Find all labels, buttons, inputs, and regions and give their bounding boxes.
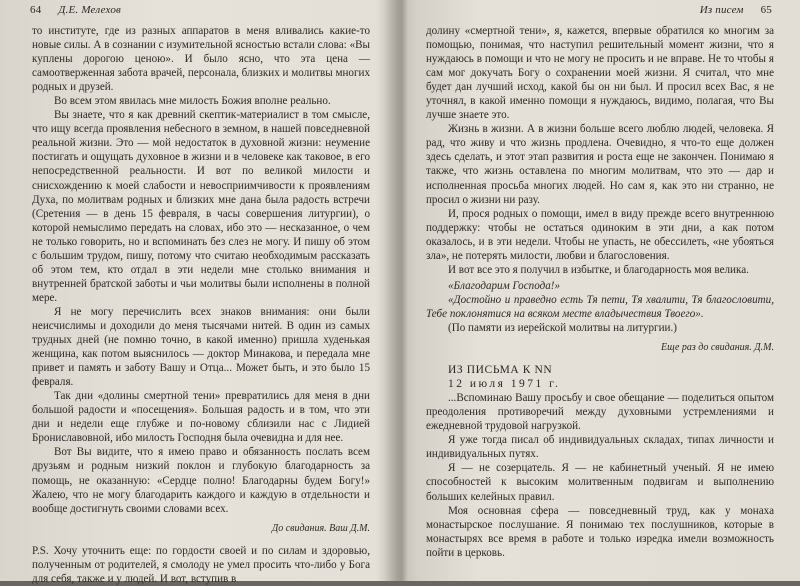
page-number-right: 65	[760, 4, 772, 16]
paragraph: Я не могу перечислить всех знаков внимания: они были неисчислимы и доходили до меня тысячами нитей. В один из самых трудных дней (не помню точно, в какой именно) пришла худенькая женщина, как потом выяснилось — доктор Минакова, и передала мне привет и память и заботу Вашу и Отца... Может быть, и это было 15 февраля.	[32, 305, 370, 389]
paragraph: Я уже тогда писал об индивидуальных складах, типах личности и индивидуальных путях.	[426, 434, 774, 461]
letter-date: 12 июля 1971 г.	[448, 378, 561, 391]
paragraph: долину «смертной тени», я, кажется, впервые обратился ко многим за помощью, понимая, что наступил решительный момент жизни, что я нуждаюсь в помощи и что не могу не просить и не вправе. Не то чтобы я сам мог докучать Богу о сохранении моей жизни. Я считал, что мне будет дан лучший исход, какой бы он ни был. И просил всех Вас, я не уточнял, в какой именно помощи я нуждаюсь, видимо, полагая, что Вы лучше знаете это.	[426, 25, 774, 122]
postscript: P.S. Хочу уточнить еще: по гордости своей и по силам и здоровью, полученным от родителей, я смолоду не умел просить что-либо у Бога для себя, также и у людей. И вот, вступив в	[32, 544, 370, 585]
running-head-section: Из писем	[699, 4, 744, 16]
paragraph: И, прося родных о помощи, имел в виду прежде всего внутреннюю поддержку: чтобы не остаться одиноким в эти дни, а как потом оказалось, и в эти недели. Чтобы не упасть, не обессилеть, «не убояться зла», не потерять милости, любви и благословения.	[426, 207, 774, 262]
letter-heading: ИЗ ПИСЬМА К NN	[448, 364, 553, 377]
paragraph: Так дни «долины смертной тени» превратились для меня в дни большой радости и «посещения». Большая радость и в том, что эти дни и недели еще глубже и по-новому сблизили нас с Лидией Брониславовной, ибо милость Господня была очевидна и для нее.	[32, 390, 370, 445]
right-page-text	[426, 24, 774, 560]
right-page	[404, 0, 800, 581]
prayer-source: (По памяти из иерейской молитвы на литургии.)	[448, 321, 677, 334]
paragraph: то институте, где из разных аппаратов в меня вливались какие-то новые силы. А в сознании с изумительной ясностью встали слова: «Вы куплены дорогою ценою». И было ясно, что эта цена — самоотверженная забота врачей, персонала, близких и молитвы многих родных и друзей.	[32, 25, 371, 94]
letter-signature: До свидания. Ваш Д.М.	[271, 522, 370, 534]
prayer-line: «Достойно и праведно есть Тя пети, Тя хвалити, Тя благословити, Тебе поклонятися на всяком месте владычествия Твоего».	[426, 293, 774, 320]
paragraph: Моя основная сфера — повседневный труд, как у монаха монастырское послушание. Я понимаю тех послушников, которые в монастырях все время в работе и только изредка имели возможность пойти в церковь.	[426, 504, 774, 559]
paragraph: Жизнь в жизни. А в жизни больше всего люблю людей, человека. Я рад, что живу и что жизнь продлена. Очевидно, я что-то еще должен здесь сделать, и этот этап развития и роста еще не закончен. Понимаю я также, что жизнь оставлена по многим молитвам, что это — дар и исполненная просьба многих людей. Но сам я, как это ни странно, не просил о жизни ни разу.	[426, 123, 774, 206]
paragraph: Во всем этом явилась мне милость Божия вполне реально.	[54, 95, 331, 108]
left-page	[0, 0, 396, 585]
paragraph: ...Вспоминаю Вашу просьбу и свое обещание — поделиться опытом преодоления противоречий между духовными устремлениями и ежедневной трудовой нагрузкой.	[426, 392, 774, 433]
running-head-left	[30, 4, 135, 16]
paragraph: И вот все это я получил в избытке, и благодарность моя велика.	[448, 263, 749, 276]
prayer-line: «Благодарим Господа!»	[448, 279, 560, 292]
paragraph: Я — не созерцатель. Я — не кабинетный ученый. Я не имею способностей к высоким молитвенным подвигам и выполнению больших келейных правил.	[426, 462, 774, 503]
paragraph: Вы знаете, что я как древний скептик-материалист в том смысле, что ищу всегда проявления небесного в земном, в нашей повседневной реальной жизни. Это — мой недостаток в духовной жизни: неумение постигать и ощущать духовное в жизни и в человеке как таковое, в его непосредственной реальности. И вот по великой милости и снисхождению к моей слабости и невосприимчивости к проявлениям Духа, по молитвам родных и близких мне дана была радость встречи (Сретения — в день 15 февраля, в часы совершения литургии), о которой немыслимо передать на словах, ибо это — несказанное, о чем не только говорить, но и вспоминать без слез не могу. И пишу об этом с большим трудом, пишу, потому что считаю необходимым рассказать об этом тем, кто отдал в эти недели мне столько внимания и внутренней братской заботы и чьи молитвы были исполнены в полной мере.	[32, 109, 370, 304]
paragraph: Вот Вы видите, что я имею право и обязанность послать всем друзьям и родным низкий поклон и глубокую благодарность за помощь, не оказанную: «Сердце полно! Благодарны будем Богу!» Жалею, что не могу благодарить каждого и каждую в отдельности и вообще достигнуть своими словами всех.	[32, 446, 370, 515]
running-head-author: Д.Е. Мелехов	[58, 4, 122, 16]
left-page-text	[32, 24, 370, 586]
closing-signature: Еще раз до свидания. Д.М.	[661, 342, 774, 354]
page-number-left: 64	[30, 4, 42, 16]
running-head-right	[686, 4, 772, 16]
